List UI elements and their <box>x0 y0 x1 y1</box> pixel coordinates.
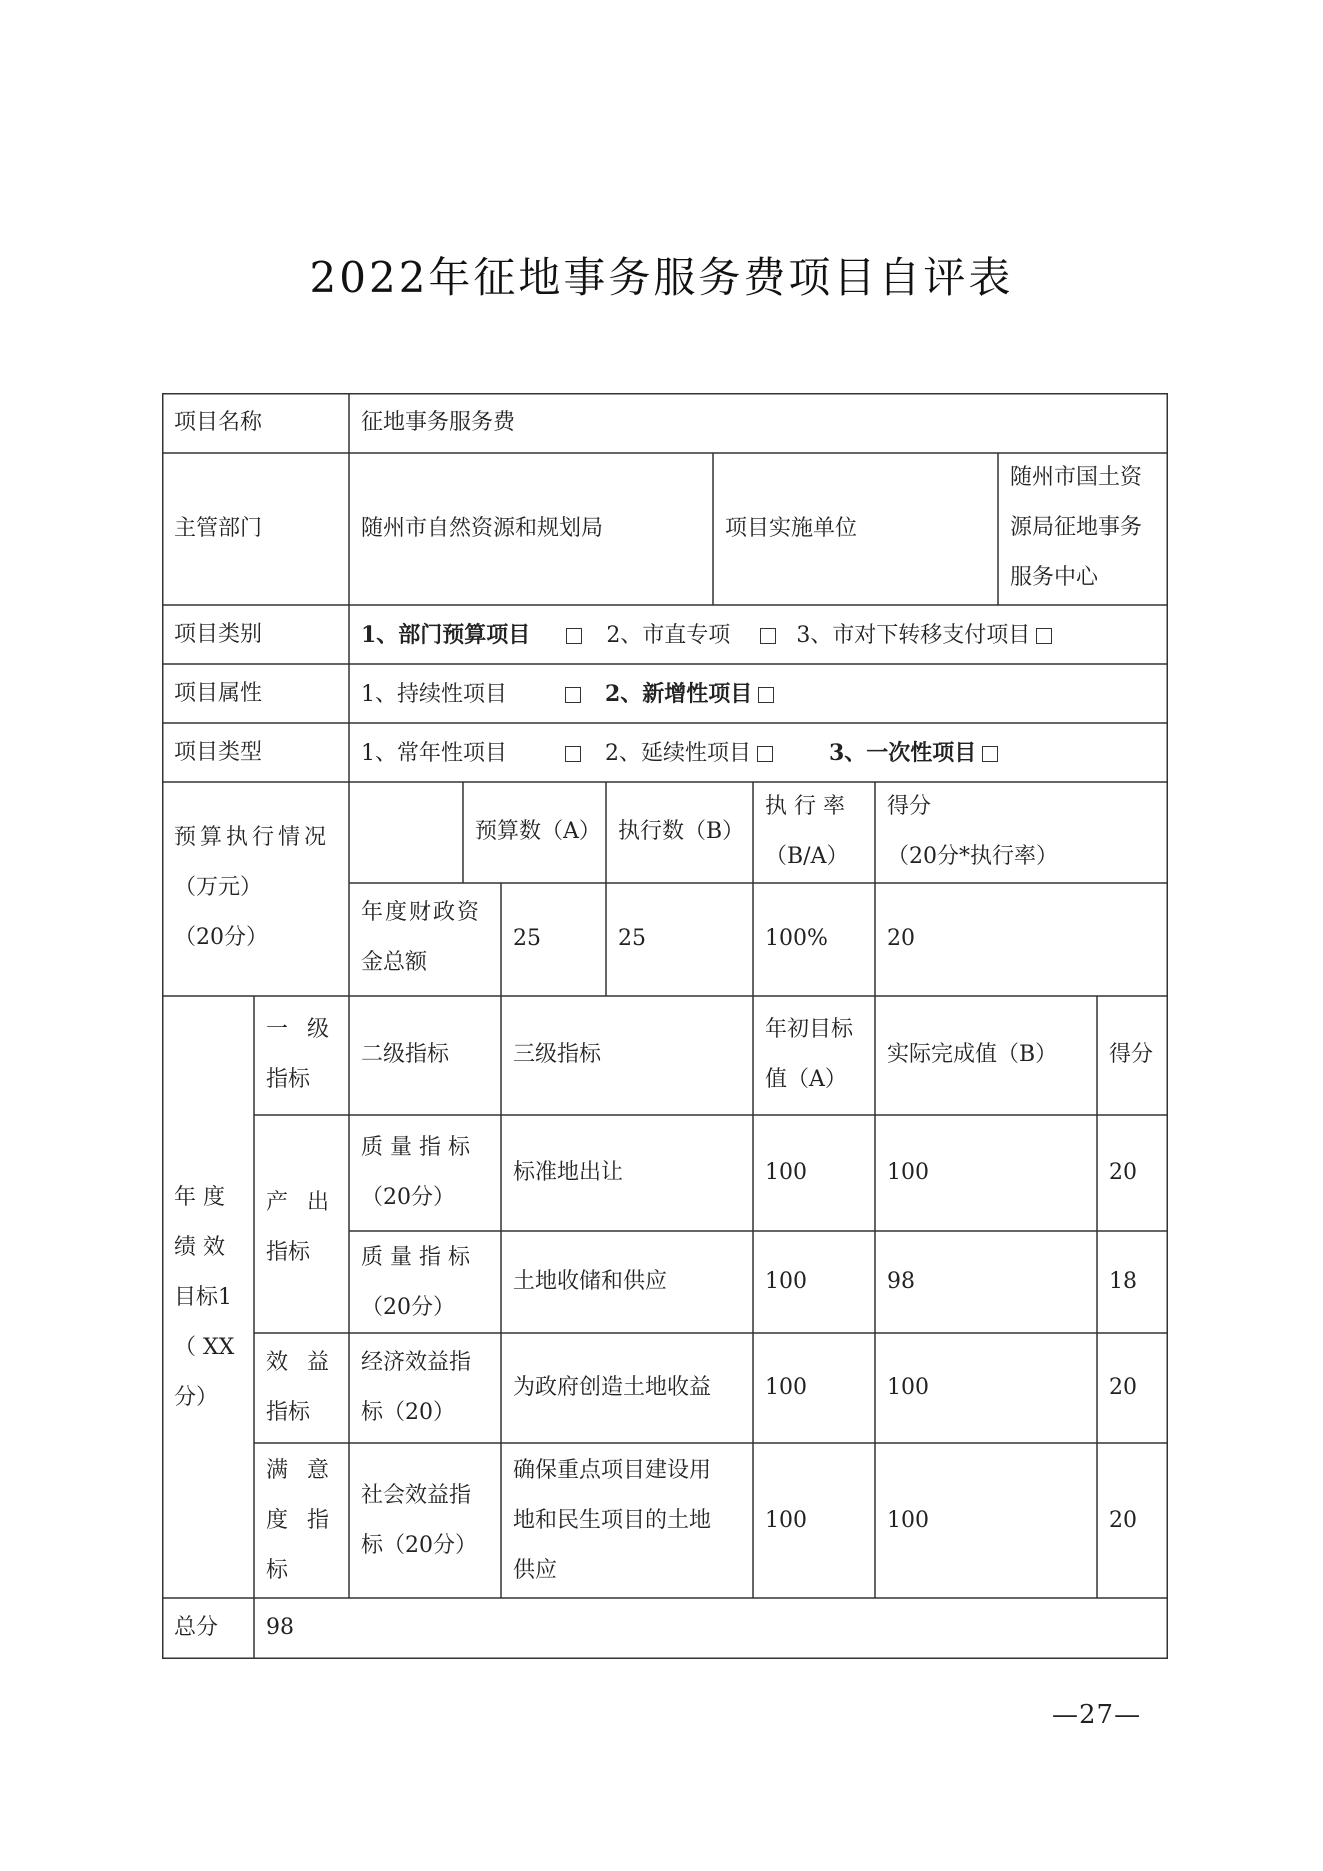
type-options <box>349 728 998 779</box>
checkbox-icon[interactable] <box>760 628 776 644</box>
checkbox-icon[interactable] <box>565 687 581 703</box>
table-row-2-score: 18 <box>1109 1269 1137 1294</box>
table-row-2-target: 100 <box>765 1269 807 1294</box>
level1-header: 一 级 指标 <box>266 1017 335 1092</box>
checkbox-icon[interactable] <box>758 687 774 703</box>
budget-exec-label: 预算执行情况 （万元） （20分） <box>174 825 331 950</box>
impl-unit-label: 项目实施单位 <box>725 516 858 541</box>
table-row-1-level3: 标准地出让 <box>513 1160 624 1185</box>
table-row-4-level2: 社会效益指 标（20分） <box>361 1483 477 1558</box>
exec-value: 25 <box>618 926 646 951</box>
attribute-label: 项目属性 <box>174 681 263 706</box>
table-row-4-actual: 100 <box>887 1508 929 1533</box>
table-row-2-actual: 98 <box>887 1269 915 1294</box>
exec-col-header: 执行数（B） <box>618 819 745 844</box>
type-label: 项目类型 <box>174 740 263 765</box>
table-row-1-actual: 100 <box>887 1160 929 1185</box>
type-option-1: 1、常年性项目 <box>361 741 507 766</box>
budget-col-header: 预算数（A） <box>475 819 601 844</box>
table-row-3-target: 100 <box>765 1375 807 1400</box>
fund-total-label: 年度财政资 金总额 <box>361 900 482 975</box>
level3-header: 三级指标 <box>513 1042 602 1067</box>
table-row-2-level3: 土地收储和供应 <box>513 1269 668 1294</box>
attribute-option-1: 1、持续性项目 <box>361 682 507 707</box>
table-row-1-level2: 质 量 指 标 （20分） <box>361 1135 470 1210</box>
attribute-options <box>349 669 774 720</box>
level1-satisfaction: 满 意 度 指 标 <box>266 1458 335 1583</box>
table-row-4-level3: 确保重点项目建设用 地和民生项目的土地 供应 <box>513 1458 712 1583</box>
category-option-3: 3、市对下转移支付项目 <box>796 623 1031 648</box>
page-number: —27— <box>1052 1700 1142 1730</box>
document-title: 2022年征地事务服务费项目自评表 <box>309 253 1014 302</box>
self-evaluation-table <box>162 393 1168 1659</box>
budget-value: 25 <box>513 926 541 951</box>
project-name-value: 征地事务服务费 <box>361 410 516 435</box>
table-row-1-score: 20 <box>1109 1160 1137 1185</box>
checkbox-icon[interactable] <box>982 746 998 762</box>
table-row-3-level2: 经济效益指 标（20） <box>361 1350 472 1425</box>
table-row-4-score: 20 <box>1109 1508 1137 1533</box>
rate-value: 100% <box>765 926 828 951</box>
project-name-label: 项目名称 <box>174 410 263 435</box>
checkbox-icon[interactable] <box>1036 628 1052 644</box>
type-option-3: 3、一次性项目 <box>829 740 977 766</box>
score-col-header: 得分 （20分*执行率） <box>887 794 1058 869</box>
target-header: 年初目标 值（A） <box>765 1017 854 1092</box>
checkbox-icon[interactable] <box>565 746 581 762</box>
rate-col-header: 执 行 率 （B/A） <box>765 794 849 869</box>
checkbox-icon[interactable] <box>757 746 773 762</box>
perf-goal-label: 年 度 绩 效 目标1 （ XX 分） <box>174 1185 235 1410</box>
type-option-2: 2、延续性项目 <box>605 741 751 766</box>
level1-benefit: 效 益 指标 <box>266 1350 335 1425</box>
level2-header: 二级指标 <box>361 1042 450 1067</box>
budget-score-value: 20 <box>887 926 915 951</box>
table-row-3-score: 20 <box>1109 1375 1137 1400</box>
dept-value: 随州市自然资源和规划局 <box>361 516 604 541</box>
total-value: 98 <box>266 1615 294 1640</box>
table-row-1-target: 100 <box>765 1160 807 1185</box>
attribute-option-2: 2、新增性项目 <box>605 681 753 707</box>
checkbox-icon[interactable] <box>566 628 582 644</box>
table-row-3-actual: 100 <box>887 1375 929 1400</box>
table-row-2-level2: 质 量 指 标 （20分） <box>361 1245 470 1320</box>
category-options <box>349 610 1052 661</box>
actual-header: 实际完成值（B） <box>887 1042 1058 1067</box>
level1-output: 产 出 指标 <box>266 1190 335 1265</box>
total-label: 总分 <box>174 1615 219 1640</box>
dept-label: 主管部门 <box>174 516 263 541</box>
impl-unit-value: 随州市国土资 源局征地事务 服务中心 <box>1010 465 1143 590</box>
category-option-2: 2、市直专项 <box>606 623 731 648</box>
table-row-4-target: 100 <box>765 1508 807 1533</box>
category-option-1: 1、部门预算项目 <box>361 622 531 648</box>
table-row-3-level3: 为政府创造土地收益 <box>513 1375 712 1400</box>
category-label: 项目类别 <box>174 622 263 647</box>
score-header: 得分 <box>1109 1042 1154 1067</box>
